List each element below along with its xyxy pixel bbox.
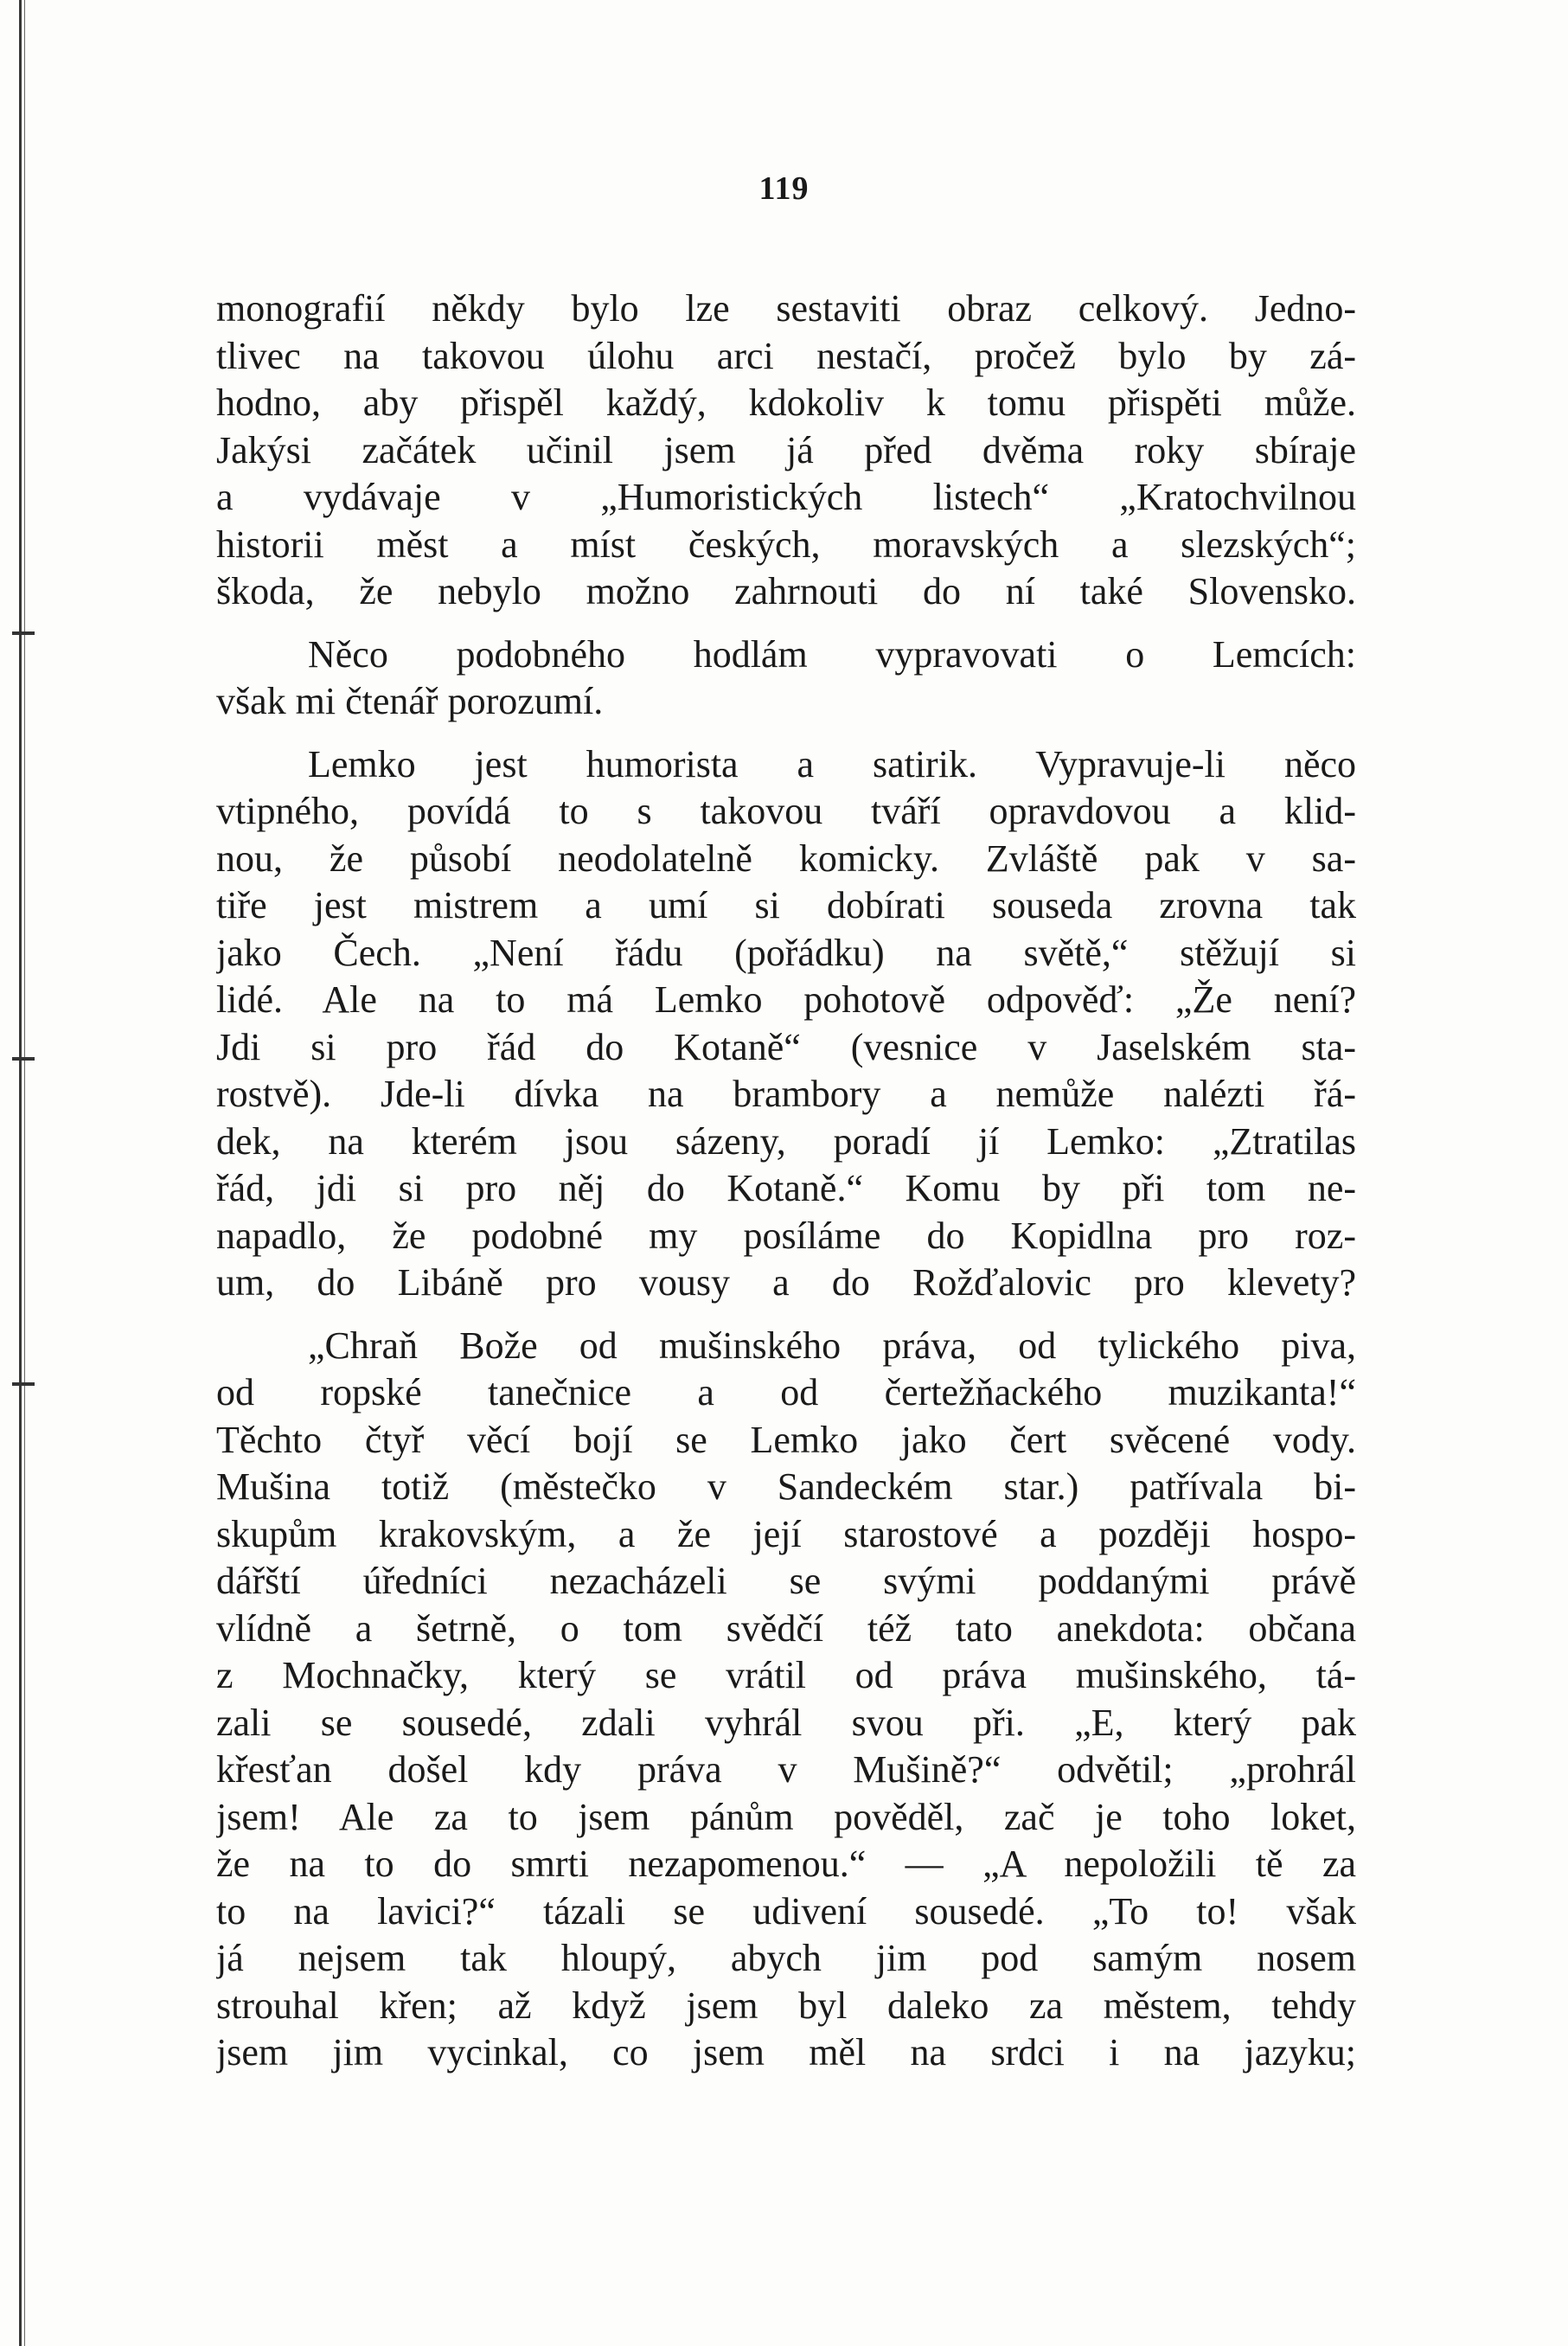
text-line: jako Čech. „Není řádu (pořádku) na světě,“ stěžují si [216, 931, 1356, 974]
page-number: 119 [758, 170, 810, 207]
text-line: a vydávaje v „Humoristických listech“ „Kratochvilnou [216, 476, 1356, 518]
text-line: um, do Libáně pro vousy a do Rožďalovic pro klevety? [216, 1261, 1356, 1304]
text-line: monografií někdy bylo lze sestaviti obraz celkový. Jedno- [216, 287, 1356, 330]
text-line: vtipného, povídá to s takovou tváří opravdovou a klid- [216, 790, 1356, 832]
text-line: Lemko jest humorista a satirik. Vypravuje-li něco [308, 742, 1356, 785]
text-line: „Chraň Bože od mušinského práva, od tylického piva, [308, 1324, 1356, 1367]
text-line: však mi čtenář porozumí. [216, 680, 604, 722]
text-line: tlivec na takovou úlohu arci nestačí, pročež bylo by zá- [216, 334, 1356, 377]
text-line: nou, že působí neodolatelně komicky. Zvláště pak v sa- [216, 836, 1356, 880]
text-line: že na to do smrti nezapomenou.“ — „A nepoložili tě za [216, 1843, 1356, 1885]
text-line: řád, jdi si pro něj do Kotaně.“ Komu by při tom ne- [216, 1167, 1356, 1209]
body-text [216, 285, 1356, 2077]
text-line: zali se sousedé, zdali vyhrál svou při. „E, který pak [216, 1701, 1356, 1744]
text-line: rostvě). Jde-li dívka na brambory a nemůže nalézti řá- [216, 1073, 1356, 1115]
text-line: škoda, že nebylo možno zahrnouti do ní také Slovensko. [216, 570, 1356, 612]
text-line: strouhal křen; až když jsem byl daleko za městem, tehdy [216, 1984, 1356, 2027]
paragraph-1 [216, 285, 1356, 616]
text-line: jsem! Ale za to jsem pánům pověděl, zač je toho loket, [216, 1795, 1356, 1838]
text-line: Mušina totiž (městečko v Sandeckém star.) patřívala bi- [216, 1465, 1356, 1508]
text-line: jsem jim vycinkal, co jsem měl na srdci i na jazyku; [216, 2031, 1356, 2074]
text-line: z Mochnačky, který se vrátil od práva mušinského, tá- [216, 1654, 1356, 1696]
text-line: historii měst a míst českých, moravských a slezských“; [216, 522, 1356, 566]
text-line: od ropské tanečnice a od čertežňackého muzikanta!“ [216, 1371, 1356, 1413]
text-line: skupům krakovským, a že její starostové a později hospo- [216, 1512, 1356, 1555]
text-line: vlídně a šetrně, o tom svědčí též tato anekdota: občana [216, 1606, 1356, 1650]
text-line: hodno, aby přispěl každý, kdokoliv k tomu přispěti může. [216, 381, 1356, 424]
text-line: Něco podobného hodlám vypravovati o Lemcích: [308, 632, 1356, 676]
text-line: tiře jest mistrem a umí si dobírati souseda zrovna tak [216, 884, 1356, 926]
text-line: já nejsem tak hloupý, abych jim pod samým nosem [216, 1937, 1356, 1979]
text-line: dek, na kterém jsou sázeny, poradí jí Lemko: „Ztratilas [216, 1119, 1356, 1163]
paragraph-2 [216, 631, 1356, 726]
text-line: Jakýsi začátek učinil jsem já před dvěma roky sbíraje [216, 428, 1356, 471]
text-line: to na lavici?“ tázali se udivení sousedé. „To to! však [216, 1889, 1356, 1933]
paragraph-4 [216, 1323, 1356, 2077]
text-line: Těchto čtyř věcí bojí se Lemko jako čert svěcené vody. [216, 1418, 1356, 1461]
paragraph-3 [216, 741, 1356, 1307]
text-line: dářští úředníci nezacházeli se svými poddanými právě [216, 1560, 1356, 1602]
edge-mark [12, 1057, 35, 1061]
edge-mark [12, 631, 35, 635]
text-line: lidé. Ale na to má Lemko pohotově odpověď: „Že není? [216, 978, 1356, 1021]
page-binding-edge [19, 0, 28, 2346]
text-line: Jdi si pro řád do Kotaně“ (vesnice v Jaselském sta- [216, 1025, 1356, 1068]
edge-mark [12, 1382, 35, 1386]
text-line: křesťan došel kdy práva v Mušině?“ odvětil; „prohrál [216, 1748, 1356, 1791]
text-line: napadlo, že podobné my posíláme do Kopidlna pro roz- [216, 1214, 1356, 1257]
